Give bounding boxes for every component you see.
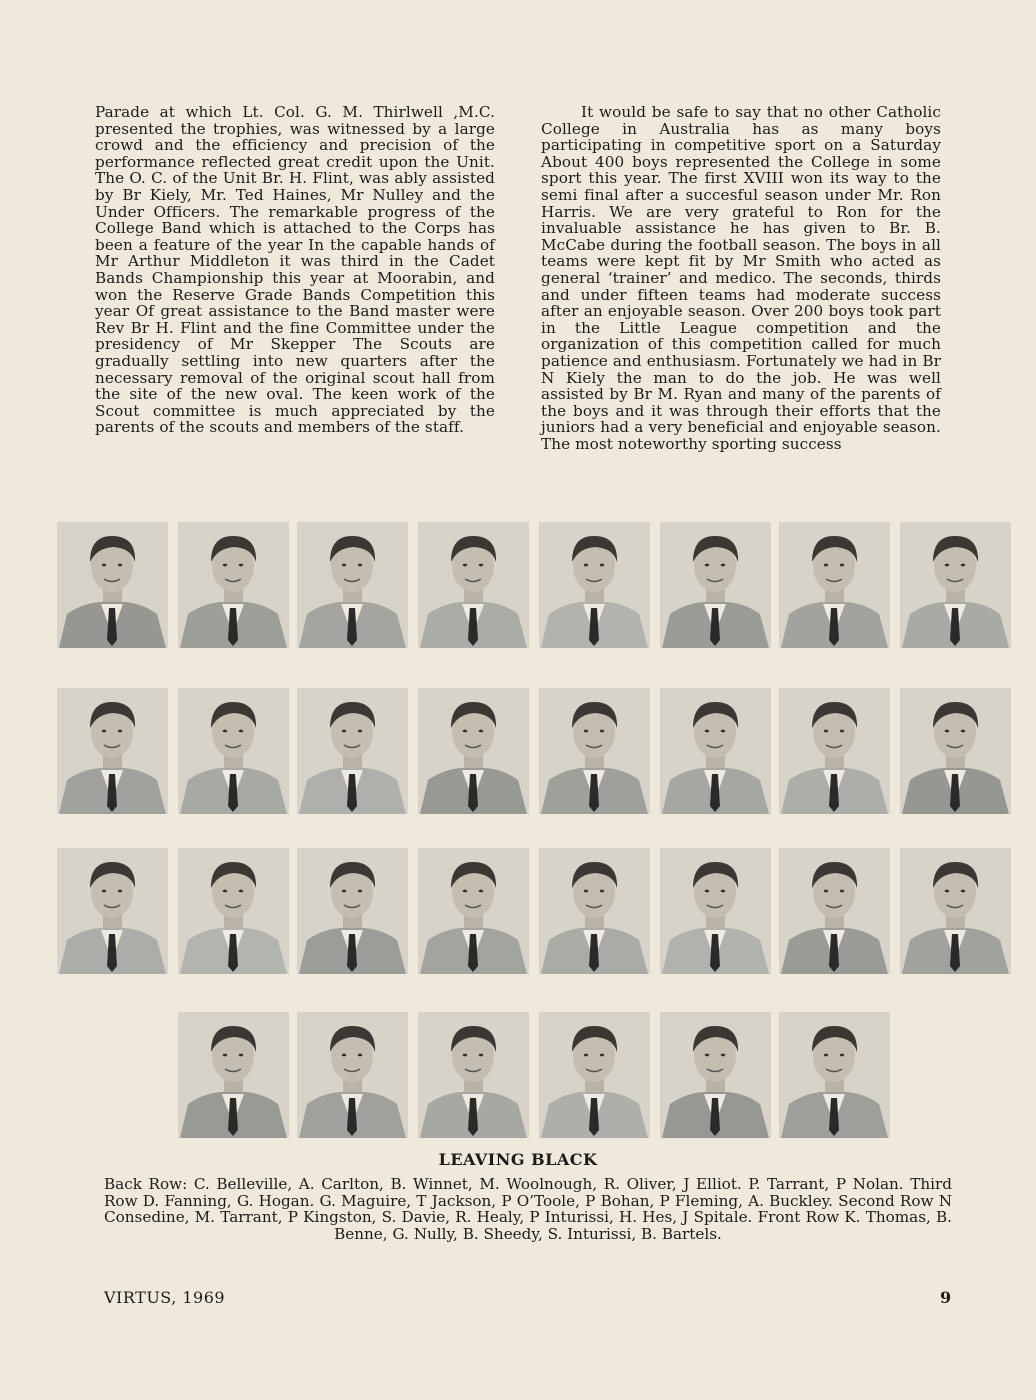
student-portrait <box>539 1012 650 1138</box>
photo-caption-title: LEAVING BLACK <box>438 1150 598 1169</box>
article-column-left <box>95 104 495 436</box>
student-portrait <box>297 688 408 814</box>
student-portrait <box>779 688 890 814</box>
student-portrait <box>418 848 529 974</box>
student-portrait <box>297 522 408 648</box>
student-portrait <box>900 688 1011 814</box>
student-portrait <box>660 688 771 814</box>
student-portrait <box>178 1012 289 1138</box>
page-number: 9 <box>940 1288 952 1307</box>
article-paragraph: Parade at which Lt. Col. G. M. Thirlwell ,M.C. presented the trophies, was witnessed by a large crowd and the efficiency and precision of the performance reflected great credit upon the Unit. The O. C. of the Unit Br. H. Flint, was ably assisted by Br Kiely, Mr. Ted Haines, Mr Nulley and the Under Officers. The remarkable progress of the College Band which is attached to the Corps has been a feature of the year In the capable hands of Mr Arthur Middleton it was third in the Cadet Bands Championship this year at Moorabin, and won the Reserve Grade Bands Competition this year Of great assistance to the Band master were Rev Br H. Flint and the fine Committee under the presidency of Mr Skepper The Scouts are gradually settling into new quarters after the necessary removal of the original scout hall from the site of the new oval. The keen work of the Scout committee is much appreciated by the parents of the scouts and members of the staff. <box>95 103 495 437</box>
student-portrait <box>178 688 289 814</box>
student-portrait <box>418 522 529 648</box>
student-portrait <box>660 522 771 648</box>
student-portrait <box>900 848 1011 974</box>
student-portrait <box>297 1012 408 1138</box>
student-portrait <box>297 848 408 974</box>
class-photo-grid <box>0 522 1036 1142</box>
student-portrait <box>57 688 168 814</box>
student-portrait <box>779 522 890 648</box>
student-portrait <box>418 688 529 814</box>
student-portrait <box>57 522 168 648</box>
student-portrait <box>779 1012 890 1138</box>
student-portrait <box>539 522 650 648</box>
student-portrait <box>539 688 650 814</box>
student-portrait <box>660 1012 771 1138</box>
article-column-right <box>541 104 941 452</box>
student-portrait <box>539 848 650 974</box>
student-portrait <box>900 522 1011 648</box>
publication-footer: VIRTUS, 1969 <box>104 1288 226 1307</box>
photo-caption-names: Back Row: C. Belleville, A. Carlton, B. Winnet, M. Woolnough, R. Oliver, J Elliot. P. Tarrant, P Nolan. Third Row D. Fanning, G. Hogan. G. Maguire, T Jackson, P O’Toole, P Bohan, P Fleming, A. Buckley. Second Row N Consedine, M. Tarrant, P Kingston, S. Davie, R. Healy, P Inturissi, H. Hes, J Spitale. Front Row K. Thomas, B. Benne, G. Nully, B. Sheedy, S. Inturissi, B. Bartels. <box>104 1175 952 1243</box>
student-portrait <box>418 1012 529 1138</box>
student-portrait <box>178 848 289 974</box>
student-portrait <box>57 848 168 974</box>
student-portrait <box>660 848 771 974</box>
student-portrait <box>178 522 289 648</box>
student-portrait <box>779 848 890 974</box>
article-paragraph: It would be safe to say that no other Catholic College in Australia has as many boys participating in competitive sport on a Saturday About 400 boys represented the College in some sport this year. The first XVIII won its way to the semi final after a succesful season under Mr. Ron Harris. We are very grateful to Ron for the invaluable assistance he has given to Br. B. McCabe during the football season. The boys in all teams were kept fit by Mr Smith who acted as general ‘trainer’ and medico. The seconds, thirds and under fifteen teams had moderate success after an enjoyable season. Over 200 boys took part in the Little League competition and the organization of this competition called for much patience and enthusiasm. Fortunately we had in Br N Kiely the man to do the job. He was well assisted by Br M. Ryan and many of the parents of the boys and it was through their efforts that the juniors had a very beneficial and enjoyable season. The most noteworthy sporting success <box>541 103 941 453</box>
